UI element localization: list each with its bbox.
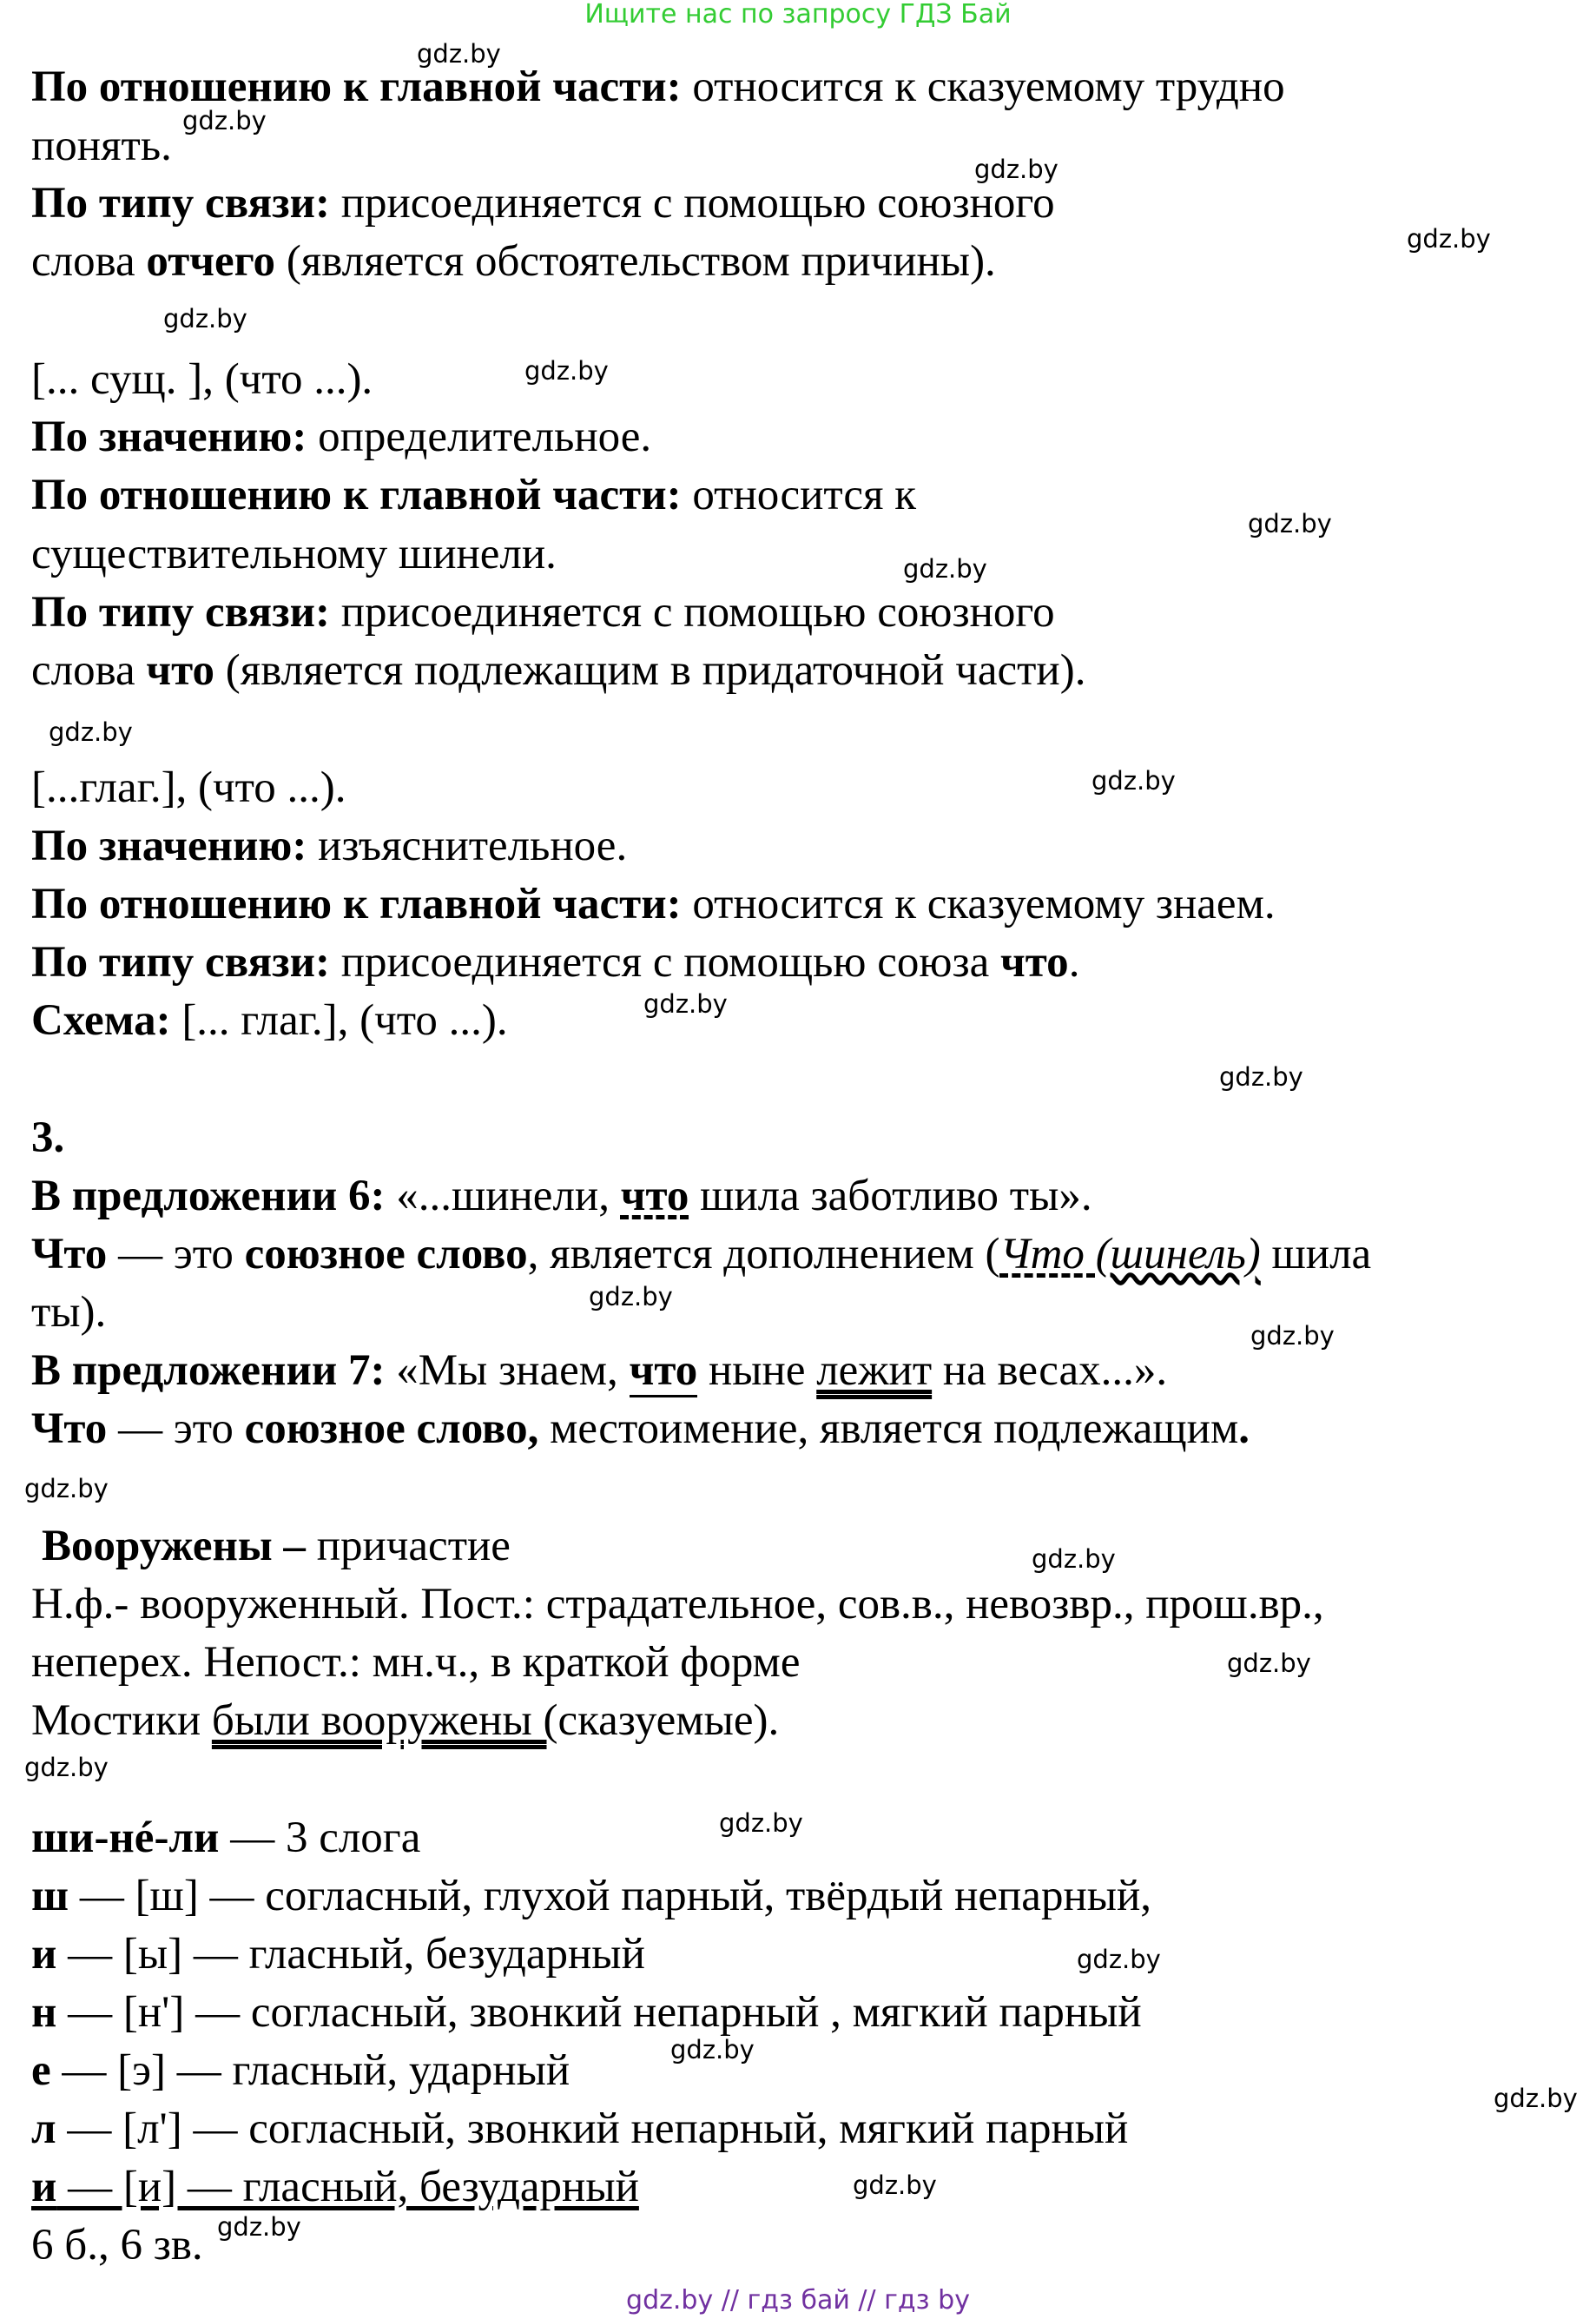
label-bold: По отношению к главной части:: [31, 471, 682, 519]
scheme: [...глаг.], (что ...).: [31, 763, 346, 812]
phonetic-row: [31, 1870, 1151, 1922]
text: определительное.: [307, 413, 652, 461]
text-line: [42, 1520, 511, 1572]
letter-bold: и: [31, 1930, 57, 1979]
letter-bold: и: [31, 2163, 57, 2211]
text: относится к сказуемому знаем.: [681, 880, 1276, 928]
text: причастие: [305, 1522, 511, 1570]
text: (является обстоятельством причины).: [275, 237, 996, 286]
text-line: [31, 1812, 420, 1864]
text: — это: [107, 1404, 245, 1453]
text: [... глаг.], (что ...).: [170, 996, 508, 1045]
label-bold: По значению:: [31, 413, 307, 461]
label-bold: В предложении 6:: [31, 1172, 386, 1220]
text: .: [1238, 1404, 1250, 1453]
watermark: gdz.by: [589, 1282, 673, 1311]
text: слова: [31, 237, 147, 286]
text: — [н'] — согласный, звонкий непарный , мягкий парный: [56, 1988, 1142, 2037]
watermark: gdz.by: [903, 554, 987, 584]
label-bold: По типу связи:: [31, 179, 330, 228]
watermark: gdz.by: [1091, 766, 1176, 796]
text: — это: [107, 1230, 245, 1278]
predicate-word: лежит: [816, 1346, 933, 1395]
label-bold: По отношению к главной части:: [31, 880, 682, 928]
label-bold: Что: [31, 1404, 108, 1453]
underlined-word: что: [620, 1172, 689, 1220]
text-line: [31, 936, 1079, 988]
text-line: [31, 120, 172, 172]
predicate-phrase: были вооружены (: [211, 1696, 558, 1745]
text: Н.ф.- вооруженный. Пост.: страдательное, сов.в., невозвр., прош.вр.,: [31, 1580, 1324, 1629]
watermark: gdz.by: [417, 39, 501, 69]
text: — [ш] — согласный, глухой парный, твёрдый непарный,: [69, 1872, 1152, 1920]
text: — [э] — гласный, ударный: [50, 2046, 570, 2095]
text: присоединяется с помощью союза: [329, 938, 1001, 987]
phonetic-row: [31, 2045, 570, 2097]
text-line: [31, 177, 1055, 229]
text: присоединяется с помощью союзного: [329, 588, 1055, 637]
text: шила: [1260, 1230, 1372, 1278]
watermark: gdz.by: [643, 989, 728, 1019]
italic-word: (шинель): [1095, 1230, 1261, 1278]
watermark: gdz.by: [1219, 1062, 1303, 1092]
text: , является дополнением (: [527, 1230, 1000, 1278]
watermark: gdz.by: [524, 356, 609, 386]
text: шила заботливо ты».: [689, 1172, 1092, 1220]
text: неперех. Непост.: мн.ч., в краткой форме: [31, 1638, 801, 1687]
watermark: gdz.by: [1250, 1321, 1335, 1351]
text: существительному шинели.: [31, 530, 557, 578]
scheme-line: [31, 353, 373, 406]
keyword-bold: союзное слово: [244, 1230, 528, 1278]
watermark: gdz.by: [163, 304, 247, 334]
text-line: [31, 235, 996, 287]
label-bold: Вооружены –: [42, 1522, 306, 1570]
text: — [л'] — согласный, звонкий непарный, мягкий парный: [56, 2104, 1129, 2153]
text-line: [31, 878, 1276, 930]
text: ныне: [697, 1346, 817, 1395]
label-bold: ши-нé-ли: [31, 1814, 220, 1862]
phonetic-row: [31, 1928, 645, 1980]
text: «Мы знаем,: [385, 1346, 630, 1395]
watermark: gdz.by: [1227, 1648, 1311, 1678]
label-bold: По типу связи:: [31, 588, 330, 637]
text-line: [31, 528, 557, 580]
text-line: [31, 1228, 1371, 1280]
watermark: gdz.by: [217, 2212, 301, 2242]
text: присоединяется с помощью союзного: [329, 179, 1055, 228]
watermark: gdz.by: [1407, 224, 1491, 254]
watermark: gdz.by: [1077, 1945, 1161, 1974]
keyword-bold: союзное слово,: [244, 1404, 539, 1453]
label-bold: По значению:: [31, 822, 307, 870]
text: относится к: [681, 471, 916, 519]
text: понять.: [31, 122, 172, 170]
text-line: [31, 644, 1085, 697]
watermark: gdz.by: [182, 106, 267, 135]
watermark: gdz.by: [24, 1474, 109, 1503]
text: местоимение, является подлежащим: [538, 1404, 1239, 1453]
text-line: [31, 469, 916, 521]
top-banner: Ищите нас по запросу ГДЗ Бай: [584, 0, 1012, 30]
text-line: [31, 1170, 1092, 1222]
text-line: [31, 411, 651, 463]
keyword-bold: что: [1000, 938, 1069, 987]
text-line: [31, 61, 1285, 113]
text: сказуемые).: [557, 1696, 780, 1745]
section-number: [31, 1112, 64, 1164]
phonetic-row: [31, 1986, 1142, 2038]
underlined-word: что: [630, 1346, 698, 1397]
text-line: [31, 820, 627, 872]
watermark: gdz.by: [853, 2170, 937, 2200]
text: «...шинели,: [385, 1172, 621, 1220]
text-line: [31, 1636, 800, 1688]
text-line: [31, 1344, 1167, 1397]
scheme: [... сущ. ], (что ...).: [31, 355, 373, 404]
text-line: [31, 994, 508, 1047]
phonetic-row: [31, 2103, 1128, 2155]
label-bold: В предложении 7:: [31, 1346, 386, 1395]
watermark: gdz.by: [719, 1808, 803, 1838]
scheme-line: [31, 762, 346, 814]
keyword-bold: что: [146, 646, 215, 695]
label-bold: По отношению к главной части:: [31, 63, 682, 111]
italic-word: Что: [999, 1230, 1096, 1278]
text: (является подлежащим в придаточной части).: [214, 646, 1086, 695]
watermark: gdz.by: [670, 2035, 755, 2065]
text-line: [31, 586, 1055, 638]
label-bold: Что: [31, 1230, 108, 1278]
letter-bold: ш: [31, 1872, 69, 1920]
number-bold: 3.: [31, 1113, 65, 1162]
watermark: gdz.by: [24, 1753, 109, 1782]
text: на весах...».: [932, 1346, 1168, 1395]
text: ты).: [31, 1288, 107, 1337]
phonetic-row: [31, 2161, 639, 2213]
text: — [и] — гласный, безударный: [56, 2163, 639, 2211]
label-bold: Схема:: [31, 996, 171, 1045]
footer-links: gdz.by // гдз бай // гдз by: [626, 2285, 970, 2316]
watermark: gdz.by: [1032, 1544, 1116, 1574]
letter-bold: л: [31, 2104, 56, 2153]
text: — 3 слога: [219, 1814, 421, 1862]
text-line: [31, 1286, 106, 1338]
watermark: gdz.by: [1494, 2084, 1578, 2113]
keyword-bold: отчего: [146, 237, 276, 286]
watermark: gdz.by: [1248, 509, 1332, 538]
letter-bold: е: [31, 2046, 51, 2095]
text-line: [31, 2219, 203, 2271]
text: Мостики: [31, 1696, 212, 1745]
watermark: gdz.by: [974, 155, 1059, 184]
text-line: [31, 1403, 1250, 1455]
label-bold: По типу связи:: [31, 938, 330, 987]
text: — [ы] — гласный, безударный: [56, 1930, 645, 1979]
text-line: [31, 1695, 779, 1747]
text: относится к сказуемому трудно: [681, 63, 1285, 111]
text: 6 б., 6 зв.: [31, 2221, 203, 2269]
letter-bold: н: [31, 1988, 57, 2037]
text: .: [1068, 938, 1080, 987]
text-line: [31, 1578, 1324, 1630]
text: слова: [31, 646, 147, 695]
text: изъяснительное.: [307, 822, 628, 870]
watermark: gdz.by: [49, 717, 133, 747]
